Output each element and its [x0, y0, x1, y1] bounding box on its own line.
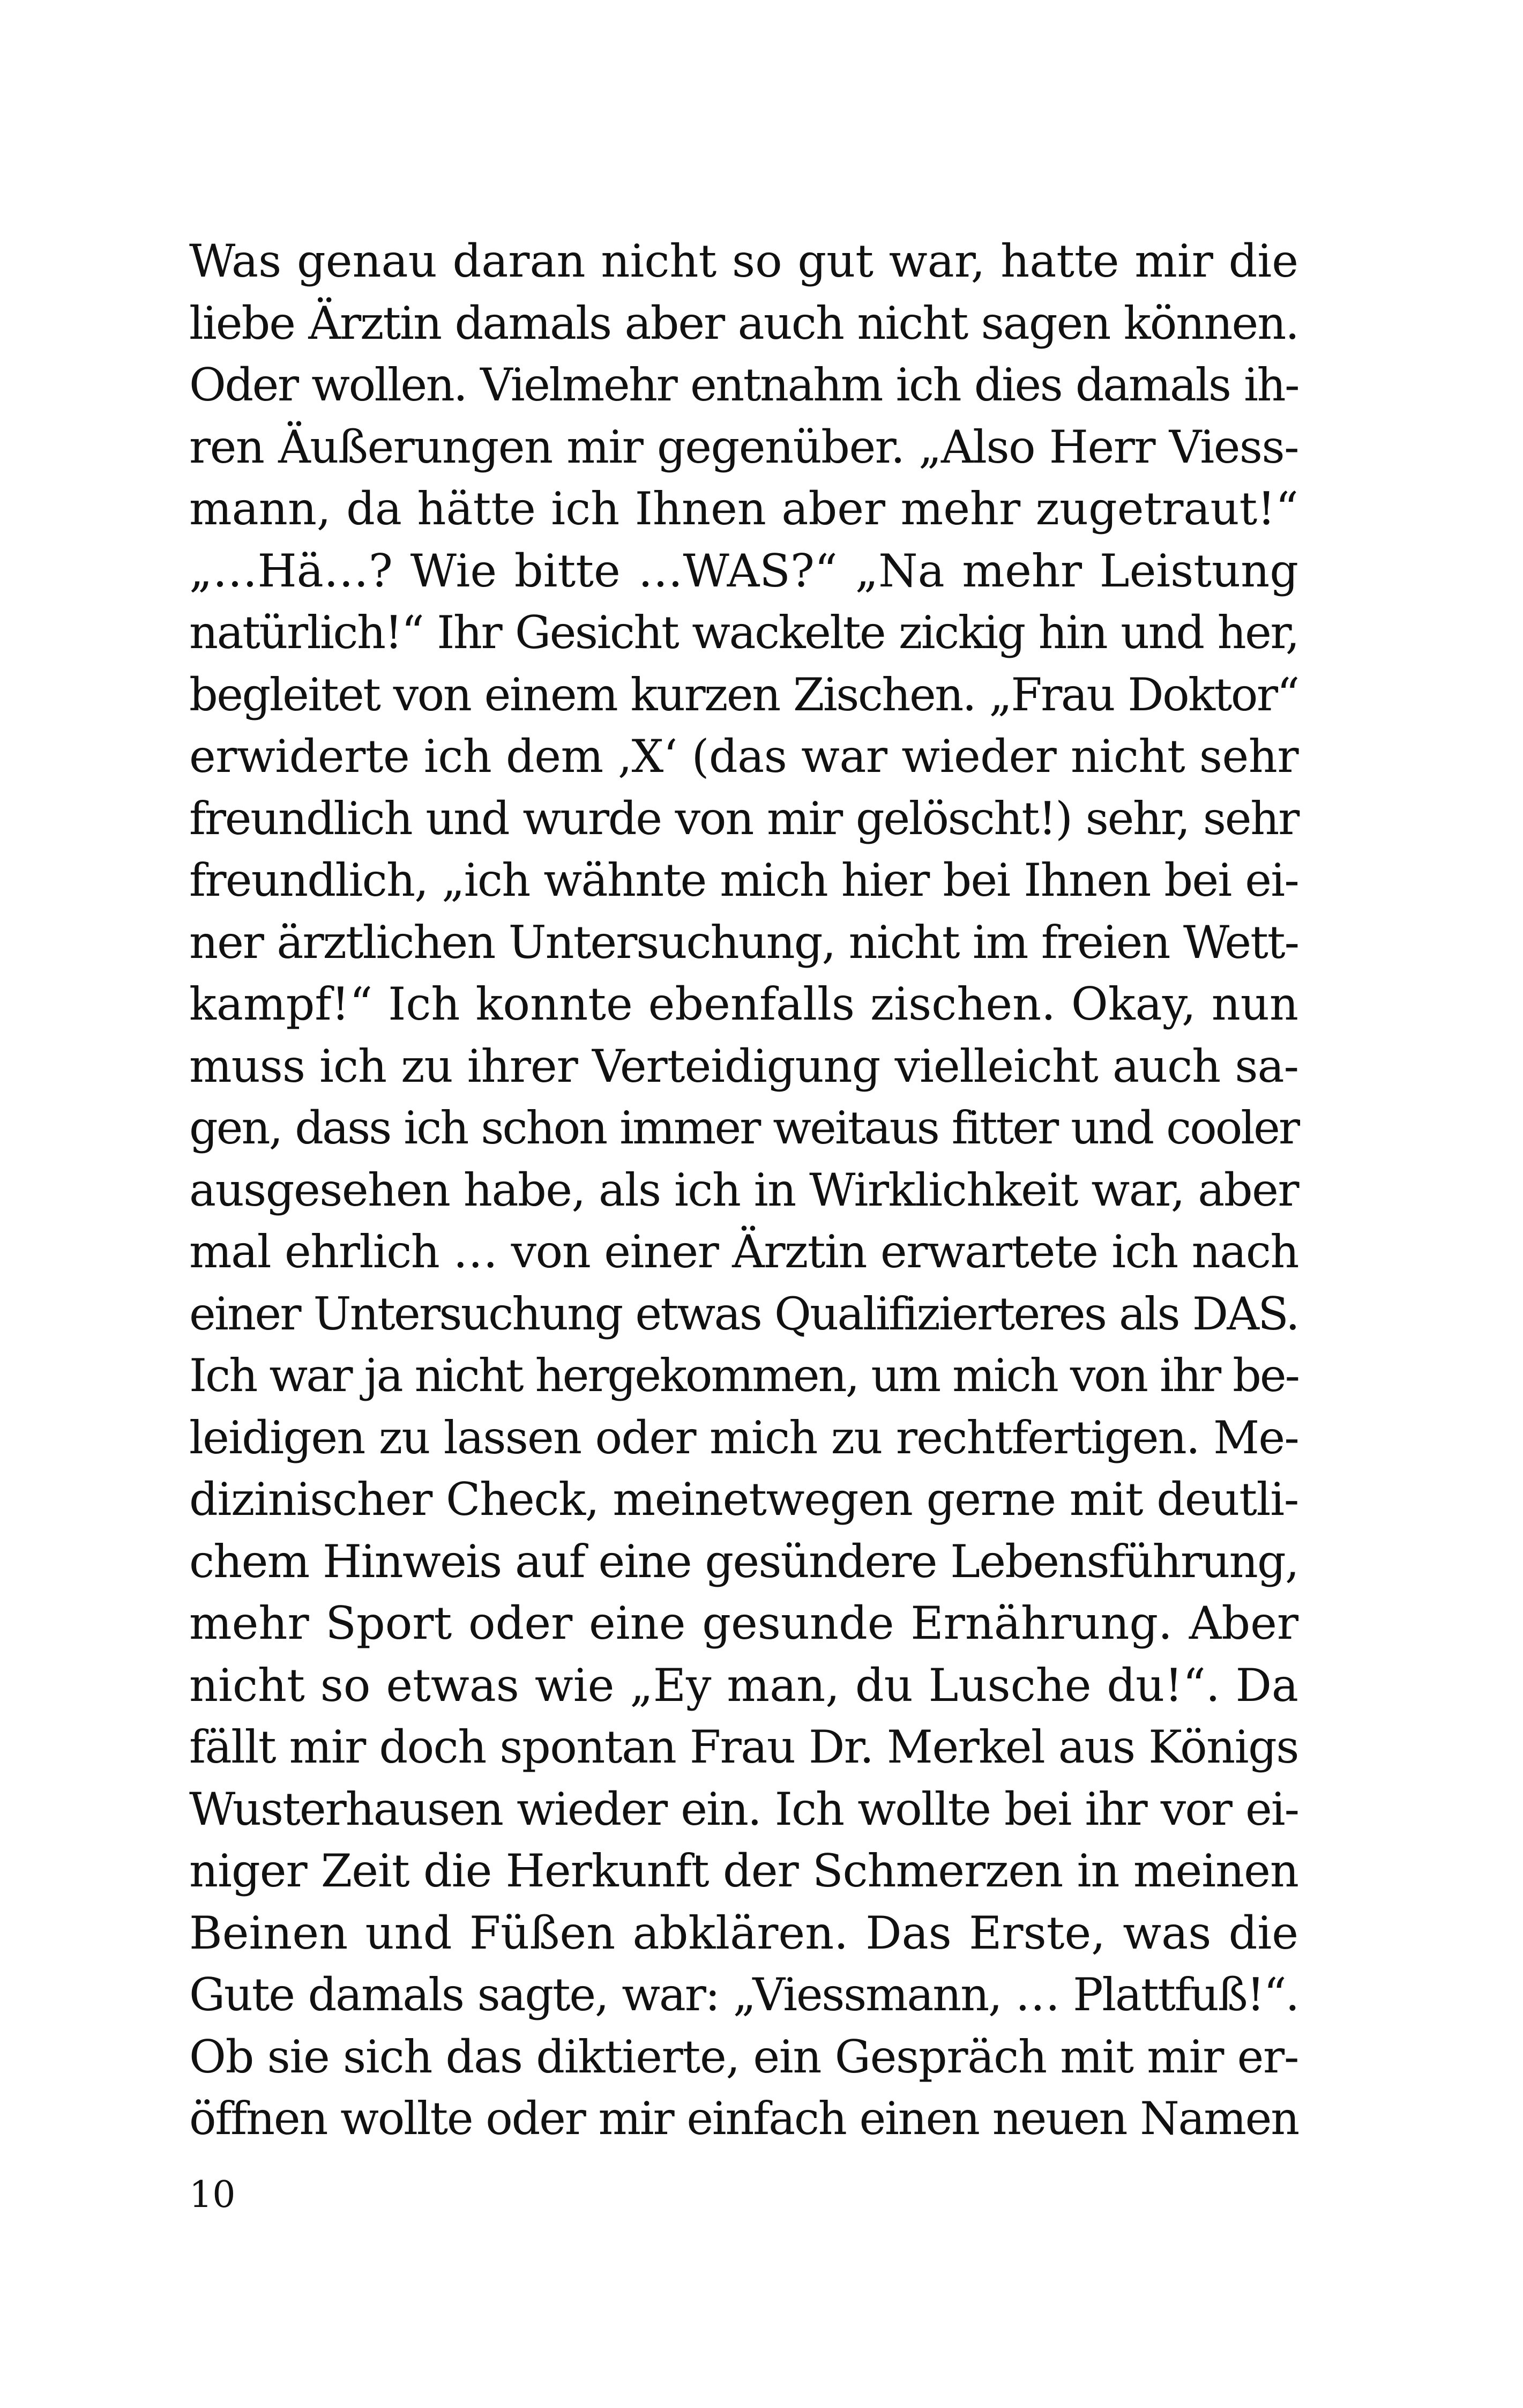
text-line: freundlich, „ich wähnte mich hier bei Ihnen bei ei-: [189, 854, 1298, 906]
text-line: Oder wollen. Vielmehr entnahm ich dies damals ih-: [189, 359, 1298, 411]
text-line: muss ich zu ihrer Verteidigung vielleicht auch sa-: [189, 1039, 1298, 1092]
text-line: Gute damals sagte, war: „Viessmann, … Plattfuß!“.: [189, 1968, 1298, 2021]
text-line: öffnen wollte oder mir einfach einen neuen Namen: [189, 2092, 1298, 2145]
text-line: freundlich und wurde von mir gelöscht!) sehr, sehr: [189, 792, 1298, 845]
text-line: liebe Ärztin damals aber auch nicht sagen können.: [189, 296, 1298, 350]
text-line: mann, da hätte ich Ihnen aber mehr zugetraut!“: [189, 482, 1298, 535]
text-line: ausgesehen habe, als ich in Wirklichkeit war, aber: [189, 1163, 1298, 1216]
text-line: Ob sie sich das diktierte, ein Gespräch mit mir er-: [189, 2030, 1299, 2083]
text-line: Was genau daran nicht so gut war, hatte mir die: [189, 235, 1298, 287]
text-line: ner ärztlichen Untersuchung, nicht im freien Wett-: [189, 916, 1298, 969]
text-line: gen, dass ich schon immer weitaus fitter und cooler: [189, 1102, 1298, 1154]
text-line: fällt mir doch spontan Frau Dr. Merkel aus Königs: [189, 1721, 1298, 1773]
page-number: 10: [189, 2174, 236, 2216]
text-line: erwiderte ich dem ‚X‘ (das war wieder nicht sehr: [189, 730, 1298, 783]
text-line: nicht so etwas wie „Ey man, du Lusche du!“. Da: [189, 1659, 1298, 1712]
text-line: Wusterhausen wieder ein. Ich wollte bei ihr vor ei-: [189, 1782, 1298, 1835]
text-line: „…Hä…? Wie bitte …WAS?“ „Na mehr Leistung: [189, 544, 1298, 597]
text-line: begleitet von einem kurzen Zischen. „Frau Doktor“: [189, 668, 1298, 721]
text-line: chem Hinweis auf eine gesündere Lebensführung,: [189, 1535, 1298, 1588]
text-line: mehr Sport oder eine gesunde Ernährung. Aber: [189, 1597, 1298, 1649]
text-line: Ich war ja nicht hergekommen, um mich von ihr be-: [189, 1349, 1298, 1402]
text-line: mal ehrlich … von einer Ärztin erwartete ich nach: [189, 1225, 1298, 1278]
text-line: einer Untersuchung etwas Qualifizierteres als DAS.: [189, 1287, 1298, 1340]
text-line: leidigen zu lassen oder mich zu rechtfertigen. Me-: [189, 1411, 1298, 1464]
text-line: kampf!“ Ich konnte ebenfalls zischen. Okay, nun: [189, 978, 1298, 1030]
text-line: dizinischer Check, meinetwegen gerne mit deutli-: [189, 1473, 1298, 1526]
text-line: niger Zeit die Herkunft der Schmerzen in meinen: [189, 1845, 1298, 1897]
body-text: [189, 231, 1298, 2150]
text-line: Beinen und Füßen abklären. Das Erste, was die: [189, 1906, 1298, 1959]
text-line: natürlich!“ Ihr Gesicht wackelte zickig hin und her,: [189, 606, 1298, 659]
text-line: ren Äußerungen mir gegenüber. „Also Herr Viess-: [189, 420, 1298, 473]
